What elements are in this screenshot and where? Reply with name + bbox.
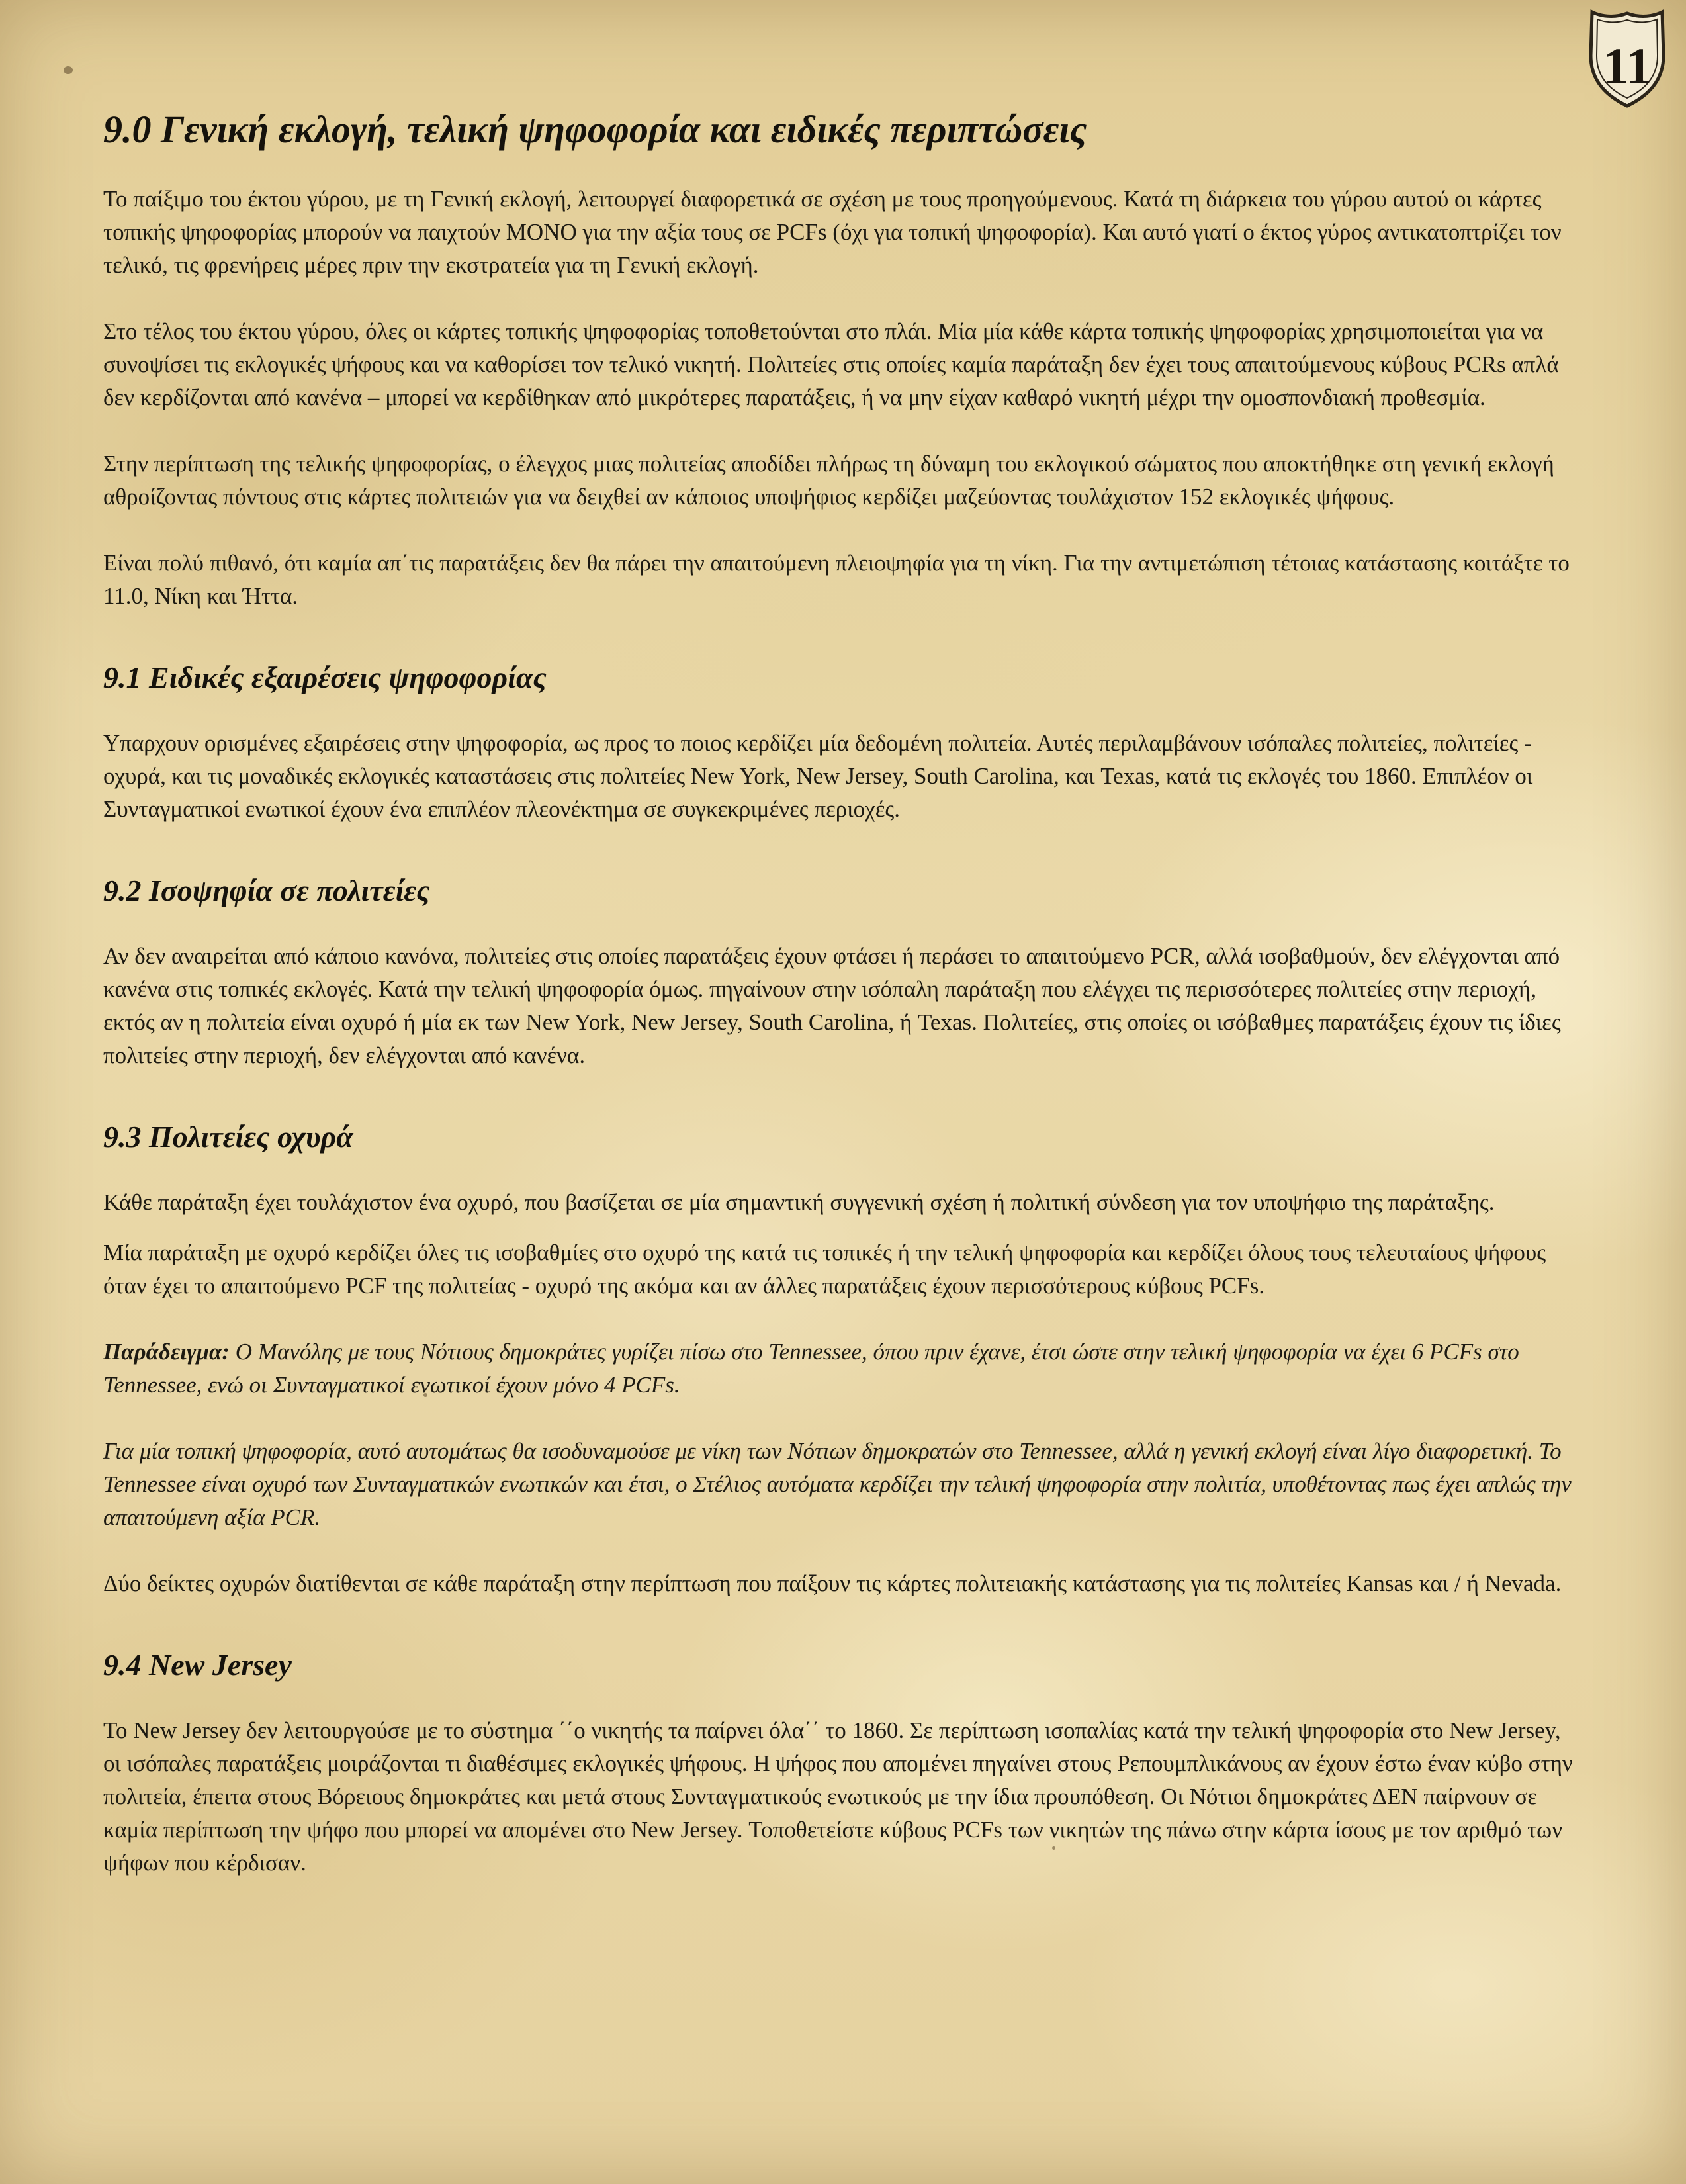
- paragraph: Στην περίπτωση της τελικής ψηφοφορίας, ο έλεγχος μιας πολιτείας αποδίδει πλήρως τη δύναμη του εκλογικού σώματος που αποκτήθηκε στη γενική εκλογή αθροίζοντας πόντους στις κάρτες πολιτειών για να δειχθεί αν κάποιος υποψήφιος κερδίζει μαζεύοντας τουλάχιστον 152 εκλογικές ψήφους.: [103, 451, 1554, 510]
- section-heading-9-4: 9.4 New Jersey: [103, 1648, 292, 1682]
- paragraph: Το New Jersey δεν λειτουργούσε με το σύστημα ΄΄ο νικητής τα παίρνει όλα΄΄ το 1860. Σε περίπτωση ισοπαλίας κατά την τελική ψηφοφορία στο New Jersey, οι ισόπαλες παρατάξεις μοιράζονται τι διαθέσιμες εκλογικές ψήφους. Η ψήφος που απομένει πηγαίνει στους Ρεπουμπλικάνους αν έχουν έστω έναν κύβο στην πολιτεία, έπειτα στους Βόρειους δημοκράτες και μετά στους Συνταγματικούς ενωτικούς με την ίδια προυπόθεση. Οι Νότιοι δημοκράτες ΔΕΝ παίρνουν σε καμία περίπτωση την ψήφο που μπορεί να απομένει στο New Jersey. Τοποθετείστε κύβους PCFs των νικητών της πάνω στην κάρτα ίσους με τον αριθμό των ψήφων που κέρδισαν.: [103, 1717, 1573, 1876]
- example-label: Παράδειγμα:: [103, 1339, 230, 1365]
- document-body: [103, 106, 1580, 1913]
- paragraph: Δύο δείκτες οχυρών διατίθενται σε κάθε παράταξη στην περίπτωση που παίξουν τις κάρτες πολιτειακής κατάστασης για τις πολιτείες Kansas και / ή Nevada.: [103, 1570, 1562, 1596]
- paragraph: Υπαρχουν ορισμένες εξαιρέσεις στην ψηφοφορία, ως προς το ποιος κερδίζει μία δεδομένη πολιτεία. Αυτές περιλαμβάνουν ισόπαλες πολιτείες, πολιτείες - οχυρά, και τις μοναδικές εκλογικές καταστάσεις στις πολιτείες New York, New Jersey, South Carolina, και Texas, κατά τις εκλογές του 1860. Επιπλέον οι Συνταγματικοί ενωτικοί έχουν ένα επιπλέον πλεονέκτημα σε συγκεκριμένες περιοχές.: [103, 730, 1533, 822]
- example-paragraph: [103, 1336, 1580, 1402]
- paragraph: Μία παράταξη με οχυρό κερδίζει όλες τις ισοβαθμίες στο οχυρό της κατά τις τοπικές ή την τελική ψηφοφορία και κερδίζει όλους τους τελευταίους ψήφους όταν έχει το απαιτούμενο PCF της πολιτείας - οχυρό της ακόμα και αν άλλες παρατάξεις έχουν περισσότερους κύβους PCFs.: [103, 1240, 1546, 1298]
- section-heading-9-3: 9.3 Πολιτείες οχυρά: [103, 1120, 353, 1154]
- example-followup: Για μία τοπική ψηφοφορία, αυτό αυτομάτως θα ισοδυναμούσε με νίκη των Νότιων δημοκρατών στο Tennessee, αλλά η γενική εκλογή είναι λίγο διαφορετική. Το Tennessee είναι οχυρό των Συνταγματικών ενωτικών και έτσι, ο Στέλιος αυτόματα κερδίζει την τελική ψηφοφορία στην πολιτία, υποθέτοντας πως έχει απλώς την απαιτούμενη αξία PCR.: [103, 1438, 1572, 1530]
- section-heading-9-1: 9.1 Ειδικές εξαιρέσεις ψηφοφορίας: [103, 660, 547, 694]
- section-heading-9-2: 9.2 Ισοψηφία σε πολιτείες: [103, 874, 430, 907]
- section-heading-9-0: 9.0 Γενική εκλογή, τελική ψηφοφορία και ειδικές περιπτώσεις: [103, 108, 1087, 151]
- paper-speck: [64, 66, 73, 74]
- paragraph: Το παίξιμο του έκτου γύρου, με τη Γενική εκλογή, λειτουργεί διαφορετικά σε σχέση με τους προηγούμενους. Κατά τη διάρκεια του γύρου αυτού οι κάρτες τοπικής ψηφοφορίας μπορούν να παιχτούν ΜΟΝΟ για την αξία τους σε PCFs (όχι για τοπική ψηφοφορία). Και αυτό γιατί ο έκτος γύρος αντικατοπτρίζει τον τελικό, τις φρενήρεις μέρες πριν την εκστρατεία για τη Γενική εκλογή.: [103, 186, 1562, 278]
- page-number-shield-icon: [1588, 9, 1666, 109]
- example-text: Ο Μανόλης με τους Νότιους δημοκράτες γυρίζει πίσω στο Tennessee, όπου πριν έχανε, έτσι ώστε στην τελική ψηφοφορία να έχει 6 PCFs στο Tennessee, ενώ οι Συνταγματικοί ενωτικοί έχουν μόνο 4 PCFs.: [103, 1339, 1519, 1398]
- paragraph: Στο τέλος του έκτου γύρου, όλες οι κάρτες τοπικής ψηφοφορίας τοποθετούνται στο πλάι. Μία μία κάθε κάρτα τοπικής ψηφοφορίας χρησιμοποιείται για να συνοψίσει τις εκλογικές ψήφους και να καθορίσει τον τελικό νικητή. Πολιτείες στις οποίες καμία παράταξη δεν έχει τους απαιτούμενους κύβους PCRs απλά δεν κερδίζονται από κανένα – μπορεί να κερδίθηκαν από μικρότερες παρατάξεις, ή να μην είχαν καθαρό νικητή μέχρι την ομοσπονδιακή προθεσμία.: [103, 318, 1559, 410]
- paragraph: Είναι πολύ πιθανό, ότι καμία απ΄τις παρατάξεις δεν θα πάρει την απαιτούμενη πλειοψηφία για τη νίκη. Για την αντιμετώπιση τέτοιας κατάστασης κοιτάξτε το 11.0, Νίκη και Ήττα.: [103, 550, 1570, 609]
- page-number: 11: [1603, 37, 1652, 95]
- paragraph: Κάθε παράταξη έχει τουλάχιστον ένα οχυρό, που βασίζεται σε μία σημαντική συγγενική σχέση ή πολιτική σύνδεση για τον υποψήφιο της παράταξης.: [103, 1189, 1495, 1215]
- paragraph: Αν δεν αναιρείται από κάποιο κανόνα, πολιτείες στις οποίες παρατάξεις έχουν φτάσει ή περάσει το απαιτούμενο PCR, αλλά ισοβαθμούν, δεν ελέγχονται από κανένα στις τοπικές εκλογές. Κατά την τελική ψηφοφορία όμως. πηγαίνουν στην ισόπαλη παράταξη που ελέγχει τις περισσότερες πολιτείες στην περιοχή, εκτός αν η πολιτεία είναι οχυρό ή μία εκ των New York, New Jersey, South Carolina, ή Texas. Πολιτείες, στις οποίες οι ισόβαθμες παρατάξεις έχουν τις ίδιες πολιτείες στην περιοχή, δεν ελέγχονται από κανένα.: [103, 943, 1561, 1068]
